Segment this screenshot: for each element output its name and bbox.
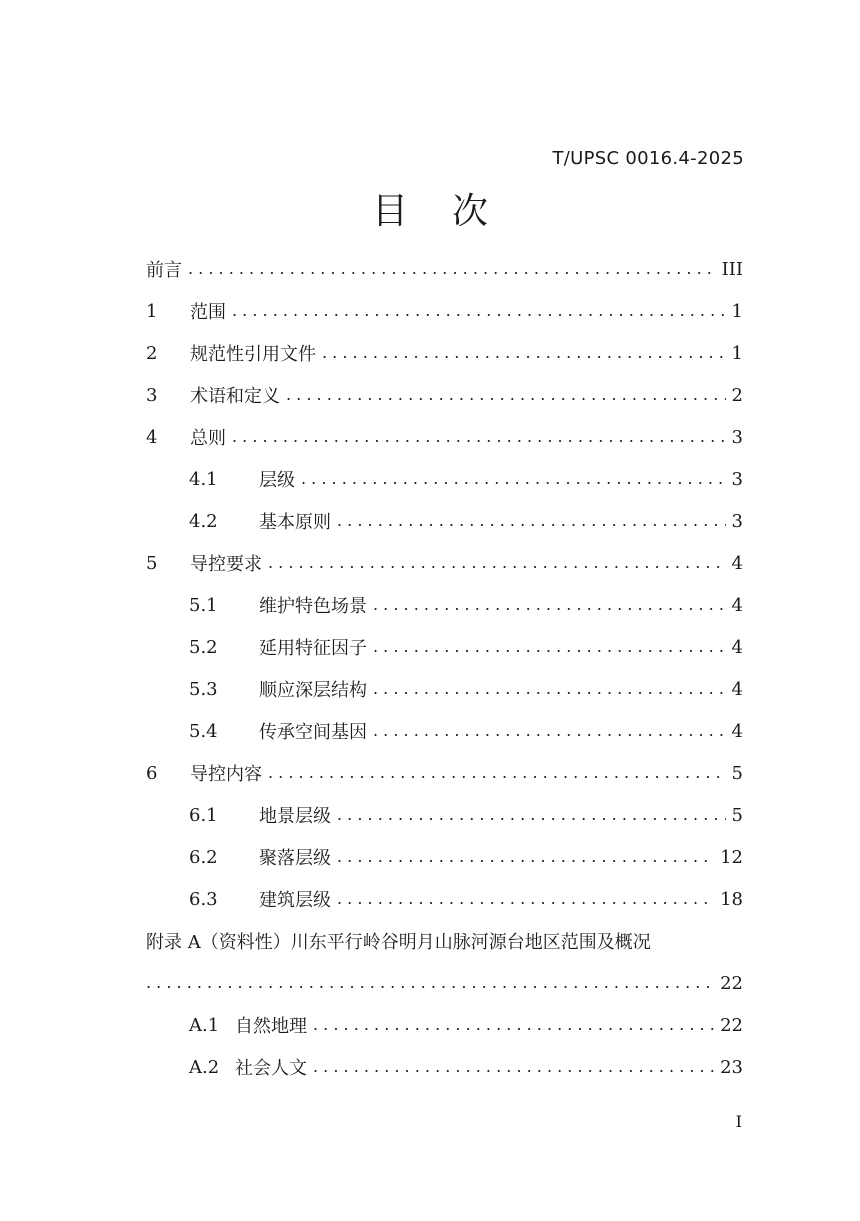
toc-entry-page: 1 xyxy=(731,300,743,322)
toc-entry-number: 4.1 xyxy=(189,468,218,490)
toc-entry-label: 术语和定义 xyxy=(190,386,280,407)
toc-entry-label: 建筑层级 xyxy=(259,890,331,911)
title-char-1: 目 xyxy=(371,191,408,232)
toc-entry-6-1[interactable] xyxy=(146,794,743,836)
toc-entry-label: 维护特色场景 xyxy=(259,596,367,617)
toc-entry-6[interactable] xyxy=(146,752,743,794)
toc-entry-label: 社会人文 xyxy=(235,1058,307,1079)
dot-leader xyxy=(188,248,716,290)
dot-leader xyxy=(337,836,714,878)
toc-entry-page: 22 xyxy=(720,972,743,994)
toc-entry-page: 5 xyxy=(731,804,743,826)
toc-entry-label: 聚落层级 xyxy=(259,848,331,869)
toc-entry-4-2[interactable] xyxy=(146,500,743,542)
toc-entry-number: 6.1 xyxy=(189,804,218,826)
toc-entry-label: 传承空间基因 xyxy=(259,722,367,743)
toc-entry-label: 基本原则 xyxy=(259,512,331,533)
doc-code: T/UPSC 0016.4-2025 xyxy=(552,148,744,169)
toc-entry-4-1[interactable] xyxy=(146,458,743,500)
toc-entry-page: 2 xyxy=(731,384,743,406)
dot-leader xyxy=(373,626,726,668)
toc-entry-number: 5.3 xyxy=(189,678,218,700)
toc-entry-page: 4 xyxy=(731,720,743,742)
toc-entry-page: 1 xyxy=(731,342,743,364)
dot-leader xyxy=(337,794,726,836)
toc-entry-number: 5 xyxy=(146,552,158,574)
toc-entry-page: 23 xyxy=(720,1056,743,1078)
toc-entry-page: 12 xyxy=(720,846,743,868)
dot-leader xyxy=(301,458,726,500)
toc-entry-label: 层级 xyxy=(259,470,295,491)
toc-entry-label: 导控内容 xyxy=(190,764,262,785)
toc-entry-label: 地景层级 xyxy=(259,806,331,827)
toc-entry-page: 22 xyxy=(720,1014,743,1036)
toc-entry-preface[interactable] xyxy=(146,248,743,290)
toc-entry-number: A.1 xyxy=(189,1014,220,1036)
dot-leader xyxy=(232,416,726,458)
toc-entry-5-4[interactable] xyxy=(146,710,743,752)
toc-entry-5-1[interactable] xyxy=(146,584,743,626)
toc-entry-page: 4 xyxy=(731,678,743,700)
page-title xyxy=(0,183,860,234)
dot-leader xyxy=(268,542,726,584)
dot-leader xyxy=(337,878,714,920)
dot-leader xyxy=(286,374,726,416)
toc-entry-page: 18 xyxy=(720,888,743,910)
toc-entry-number: A.2 xyxy=(189,1056,220,1078)
toc-entry-a-2[interactable] xyxy=(146,1046,743,1088)
dot-leader xyxy=(313,1046,714,1088)
dot-leader xyxy=(268,752,726,794)
toc-entry-number: 5.4 xyxy=(189,720,218,742)
toc-entry-5-3[interactable] xyxy=(146,668,743,710)
toc-entry-page: 3 xyxy=(731,510,743,532)
page-folio: I xyxy=(735,1112,742,1131)
dot-leader xyxy=(373,668,726,710)
toc-entry-2[interactable] xyxy=(146,332,743,374)
toc-entry-page: 4 xyxy=(731,552,743,574)
toc-entry-label: 总则 xyxy=(190,428,226,449)
toc-entry-page: 4 xyxy=(731,594,743,616)
toc-entry-page: 5 xyxy=(731,762,743,784)
toc-entry-label: 范围 xyxy=(190,302,226,323)
toc-entry-number: 6.3 xyxy=(189,888,218,910)
dot-leader xyxy=(232,290,726,332)
dot-leader xyxy=(146,962,714,1004)
toc-entry-number: 5.2 xyxy=(189,636,218,658)
toc-entry-a-1[interactable] xyxy=(146,1004,743,1046)
toc-entry-label: 延用特征因子 xyxy=(259,638,367,659)
dot-leader xyxy=(373,584,726,626)
toc-entry-number: 4.2 xyxy=(189,510,218,532)
toc-entry-3[interactable] xyxy=(146,374,743,416)
dot-leader xyxy=(373,710,726,752)
toc-entry-label: 前言 xyxy=(146,260,182,281)
toc-entry-1[interactable] xyxy=(146,290,743,332)
toc-entry-appendix-a[interactable] xyxy=(146,962,743,1004)
toc-entry-page: 3 xyxy=(731,426,743,448)
dot-leader xyxy=(337,500,726,542)
dot-leader xyxy=(322,332,726,374)
toc-entry-number: 4 xyxy=(146,426,158,448)
toc-entry-4[interactable] xyxy=(146,416,743,458)
toc-entry-number: 6.2 xyxy=(189,846,218,868)
toc-entry-appendix-a-title[interactable]: 附录 A（资料性）川东平行岭谷明月山脉河源台地区范围及概况 xyxy=(146,932,651,953)
title-char-2: 次 xyxy=(452,191,489,232)
toc-entry-5[interactable] xyxy=(146,542,743,584)
toc-entry-label: 自然地理 xyxy=(235,1016,307,1037)
toc-entry-label: 顺应深层结构 xyxy=(259,680,367,701)
toc-entry-page: III xyxy=(721,258,743,280)
toc-entry-label: 规范性引用文件 xyxy=(190,344,316,365)
toc-entry-page: 4 xyxy=(731,636,743,658)
toc-entry-page: 3 xyxy=(731,468,743,490)
toc-entry-number: 5.1 xyxy=(189,594,218,616)
toc-entry-number: 3 xyxy=(146,384,158,406)
toc-entry-label: 导控要求 xyxy=(190,554,262,575)
dot-leader xyxy=(313,1004,714,1046)
toc-entry-number: 1 xyxy=(146,300,158,322)
toc-entry-6-2[interactable] xyxy=(146,836,743,878)
toc-entry-number: 2 xyxy=(146,342,158,364)
toc-entry-number: 6 xyxy=(146,762,158,784)
toc-entry-5-2[interactable] xyxy=(146,626,743,668)
toc-entry-6-3[interactable] xyxy=(146,878,743,920)
